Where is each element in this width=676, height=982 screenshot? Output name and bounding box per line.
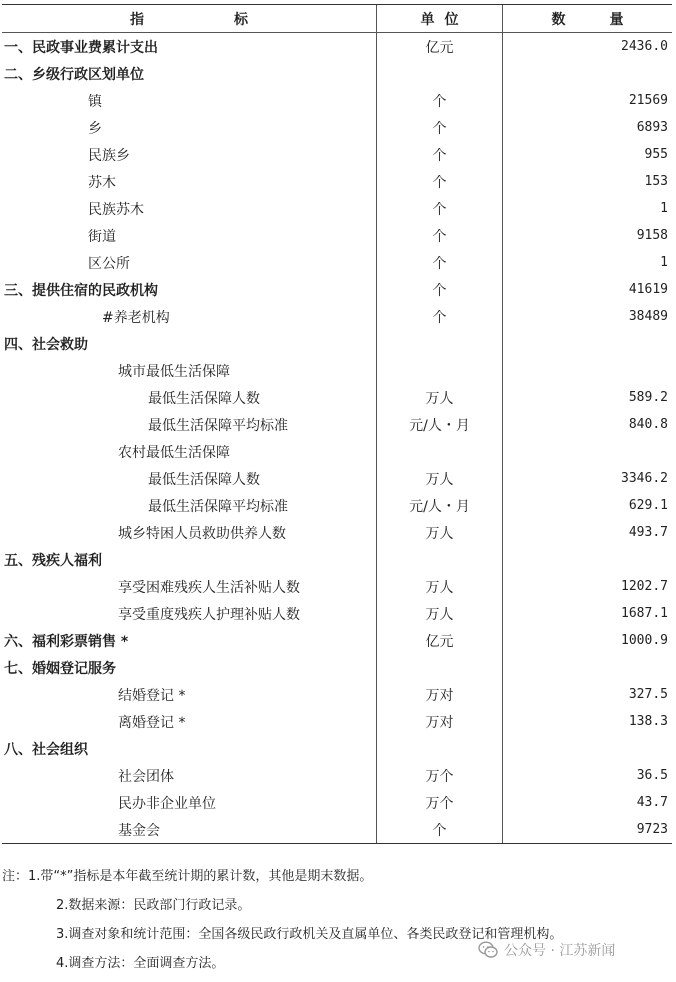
- row-label: 苏木: [2, 168, 377, 195]
- row-value: 840.8: [628, 417, 668, 432]
- row-label: 三、提供住宿的民政机构: [2, 276, 377, 303]
- row-unit: 个: [377, 303, 503, 330]
- table-header: [2, 5, 672, 33]
- row-unit: 元/人・月: [377, 411, 503, 438]
- row-unit: 万人: [377, 600, 503, 627]
- row-value: 629.1: [628, 498, 668, 513]
- stats-table: [2, 4, 672, 844]
- row-value: [503, 60, 672, 87]
- row-label: 最低生活保障平均标准: [2, 492, 377, 519]
- row-value: [503, 735, 672, 762]
- row-unit: 亿元: [377, 33, 503, 60]
- wechat-icon: [478, 941, 498, 959]
- row-unit: [377, 654, 503, 681]
- row-value: 6893: [636, 120, 668, 135]
- row-value: 41619: [628, 282, 668, 297]
- row-value: 9158: [636, 228, 668, 243]
- row-value: 38489: [628, 309, 668, 324]
- row-label: 结婚登记 *: [2, 681, 377, 708]
- row-value: 1: [660, 255, 668, 270]
- row-value: 589.2: [628, 390, 668, 405]
- row-label: 六、福利彩票销售 *: [2, 627, 377, 654]
- row-unit: [377, 735, 503, 762]
- row-unit: 个: [377, 249, 503, 276]
- row-label: #养老机构: [2, 303, 377, 330]
- row-label: 城乡特困人员救助供养人数: [2, 519, 377, 546]
- row-value: 3346.2: [621, 471, 668, 486]
- row-label: 最低生活保障人数: [2, 384, 377, 411]
- header-unit: [377, 5, 503, 32]
- row-value: 21569: [628, 93, 668, 108]
- row-label: 享受困难残疾人生活补贴人数: [2, 573, 377, 600]
- row-unit: [377, 438, 503, 465]
- row-label: 区公所: [2, 249, 377, 276]
- row-label: 民办非企业单位: [2, 789, 377, 816]
- header-value: [503, 5, 672, 32]
- row-unit: 个: [377, 195, 503, 222]
- row-unit: 万人: [377, 384, 503, 411]
- row-unit: 亿元: [377, 627, 503, 654]
- row-label: 民族乡: [2, 141, 377, 168]
- note-4: 4.调查方法：全面调查方法。: [56, 956, 225, 971]
- row-value: 1000.9: [621, 633, 668, 648]
- header-value-char2: 量: [609, 11, 624, 28]
- row-value: 1202.7: [621, 579, 668, 594]
- row-label: 一、民政事业费累计支出: [2, 33, 377, 60]
- row-unit: [377, 546, 503, 573]
- row-label: 街道: [2, 222, 377, 249]
- row-unit: 个: [377, 141, 503, 168]
- row-value: 43.7: [636, 795, 668, 810]
- table-body: [2, 33, 672, 843]
- header-unit-char1: 单: [420, 11, 435, 28]
- row-label: 五、残疾人福利: [2, 546, 377, 573]
- header-indicator-char2: 标: [234, 11, 248, 28]
- row-value: [503, 330, 672, 357]
- row-unit: 个: [377, 168, 503, 195]
- row-label: 最低生活保障人数: [2, 465, 377, 492]
- row-label: 八、社会组织: [2, 735, 377, 762]
- row-unit: 个: [377, 816, 503, 843]
- row-label: 最低生活保障平均标准: [2, 411, 377, 438]
- row-unit: [377, 357, 503, 384]
- row-unit: 万对: [377, 708, 503, 735]
- row-unit: 元/人・月: [377, 492, 503, 519]
- row-unit: 万人: [377, 519, 503, 546]
- row-unit: [377, 330, 503, 357]
- header-value-char1: 数: [551, 11, 566, 28]
- row-value: 955: [644, 147, 668, 162]
- row-label: 城市最低生活保障: [2, 357, 377, 384]
- header-unit-char2: 位: [444, 11, 459, 28]
- row-value: 1687.1: [621, 606, 668, 621]
- row-label: 社会团体: [2, 762, 377, 789]
- header-indicator: [2, 5, 377, 32]
- row-label: 离婚登记 *: [2, 708, 377, 735]
- row-unit: 个: [377, 87, 503, 114]
- row-unit: 万人: [377, 573, 503, 600]
- row-value: 36.5: [636, 768, 668, 783]
- row-unit: 万人: [377, 465, 503, 492]
- watermark-text: 公众号 · 江苏新闻: [504, 943, 616, 959]
- row-label: 享受重度残疾人护理补贴人数: [2, 600, 377, 627]
- row-label: 四、社会救助: [2, 330, 377, 357]
- row-unit: 万个: [377, 762, 503, 789]
- note-2: 2.数据来源：民政部门行政记录。: [56, 898, 251, 913]
- row-unit: 个: [377, 276, 503, 303]
- row-label: 民族苏木: [2, 195, 377, 222]
- row-label: 镇: [2, 87, 377, 114]
- row-value: [503, 357, 672, 384]
- row-label: 七、婚姻登记服务: [2, 654, 377, 681]
- row-unit: [377, 60, 503, 87]
- row-value: 327.5: [628, 687, 668, 702]
- row-unit: 个: [377, 114, 503, 141]
- note-1: 注：1.带“*”指标是本年截至统计期的累计数，其他是期末数据。: [2, 869, 373, 884]
- note-3: 3.调查对象和统计范围：全国各级民政行政机关及直属单位、各类民政登记和管理机构。: [56, 927, 563, 942]
- row-value: 9723: [636, 822, 668, 837]
- row-unit: 万对: [377, 681, 503, 708]
- row-value: 153: [644, 174, 668, 189]
- row-value: [503, 654, 672, 681]
- row-unit: 万个: [377, 789, 503, 816]
- row-value: 138.3: [628, 714, 668, 729]
- row-value: [503, 438, 672, 465]
- row-value: 2436.0: [621, 39, 668, 54]
- row-value: 493.7: [628, 525, 668, 540]
- row-label: 农村最低生活保障: [2, 438, 377, 465]
- row-label: 二、乡级行政区划单位: [2, 60, 377, 87]
- header-indicator-char1: 指: [130, 11, 144, 28]
- row-label: 乡: [2, 114, 377, 141]
- table-notes: [2, 862, 672, 978]
- row-label: 基金会: [2, 816, 377, 843]
- row-unit: 个: [377, 222, 503, 249]
- row-value: [503, 546, 672, 573]
- watermark: [478, 940, 615, 960]
- row-value: 1: [660, 201, 668, 216]
